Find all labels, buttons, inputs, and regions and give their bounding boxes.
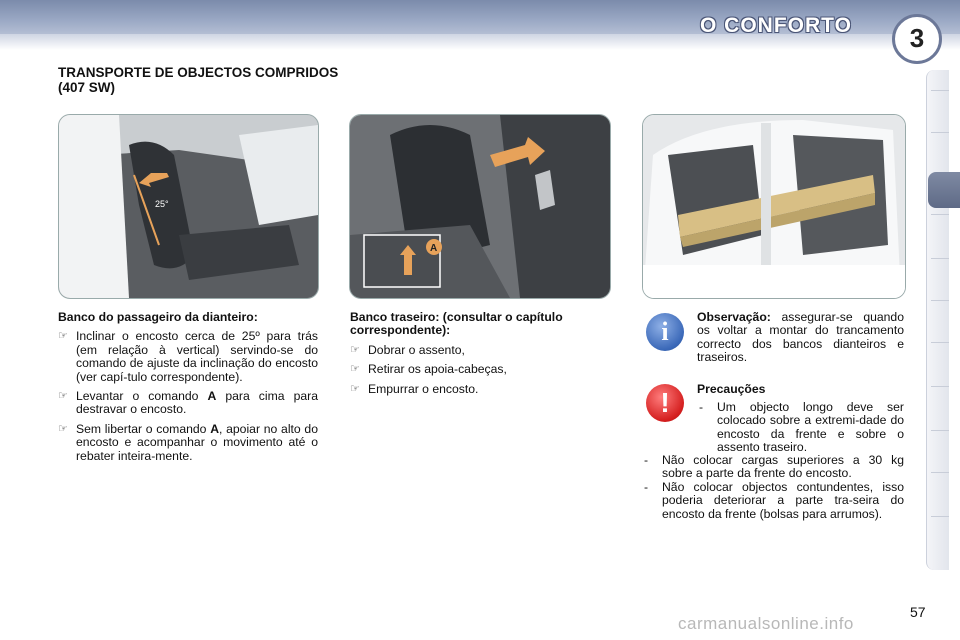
page-number: 57 bbox=[910, 604, 926, 620]
precautions-heading: Precauções bbox=[697, 382, 766, 396]
dash-marker: - bbox=[699, 400, 704, 414]
chapter-number-badge bbox=[892, 14, 942, 64]
rear-seat-step-text: Empurrar o encosto. bbox=[368, 381, 479, 396]
front-seat-step-text: , apoiar no alto do encosto e acompanhar o movimento até o rebater inteira-mente. bbox=[76, 421, 318, 463]
observation-note bbox=[697, 311, 904, 365]
precaution-item bbox=[697, 401, 904, 455]
pointing-hand-icon: ☞ bbox=[350, 363, 360, 376]
watermark: carmanualsonline.info bbox=[678, 614, 854, 633]
precaution-text: Um objecto longo deve ser colocado sobre a extremi-dade do encosto da frente e sobre o assento traseiro. bbox=[717, 400, 904, 455]
pointing-hand-icon: ☞ bbox=[350, 343, 360, 356]
rear-seat-photo bbox=[349, 114, 611, 299]
chapter-title: O CONFORTO bbox=[700, 14, 852, 37]
chapter-side-tabs bbox=[926, 70, 949, 570]
front-seat-step-text: para cima para destravar o encosto. bbox=[76, 389, 318, 417]
command-a-callout: A bbox=[430, 243, 438, 254]
front-seat-step bbox=[58, 330, 318, 384]
front-seat-step bbox=[58, 423, 318, 463]
pointing-hand-icon: ☞ bbox=[350, 382, 360, 395]
info-icon: i bbox=[646, 313, 684, 351]
command-label: A bbox=[207, 389, 217, 404]
command-label: A bbox=[210, 421, 219, 436]
front-seat-step bbox=[58, 390, 318, 417]
pointing-hand-icon: ☞ bbox=[58, 390, 68, 403]
rear-seat-step bbox=[350, 363, 580, 376]
precaution-text: Não colocar cargas superiores a 30 kg sobre a parte da frente do encosto. bbox=[662, 453, 904, 481]
precaution-text: Não colocar objectos contundentes, isso poderia deteriorar a parte tra-seira do encosto da frente (bolsas para arrumos). bbox=[662, 479, 904, 521]
front-seat-instructions bbox=[58, 311, 318, 469]
dash-marker: - bbox=[644, 479, 649, 494]
rear-seat-step bbox=[350, 344, 580, 357]
rear-seat-heading: Banco traseiro: (consultar o capítulo correspondente): bbox=[350, 310, 563, 338]
active-chapter-tab bbox=[928, 172, 960, 208]
precaution-item bbox=[642, 454, 904, 481]
rear-seat-step bbox=[350, 383, 580, 396]
pointing-hand-icon: ☞ bbox=[58, 330, 68, 343]
observation-text: assegurar-se quando os voltar a montar do trancamento correcto dos bancos dianteiros e traseiros. bbox=[697, 310, 904, 365]
observation-label: Observação: bbox=[697, 310, 771, 324]
precaution-list-bottom bbox=[642, 454, 904, 521]
front-seat-heading: Banco do passageiro da dianteiro: bbox=[58, 310, 258, 324]
front-seat-step-text: Sem libertar o comando bbox=[76, 421, 211, 436]
rear-seat-step-text: Dobrar o assento, bbox=[368, 342, 465, 357]
rear-seat-step-text: Retirar os apoia-cabeças, bbox=[368, 362, 507, 377]
rear-seat-instructions bbox=[350, 311, 580, 402]
front-seat-step-text: Inclinar o encosto cerca de 25º para trás (em relação à vertical) servindo-se do comando de ajuste da inclinação do encosto (ver capí-tulo correspondente). bbox=[76, 329, 318, 384]
warning-icon: ! bbox=[646, 384, 684, 422]
front-seat-photo bbox=[58, 114, 319, 299]
chapter-number: 3 bbox=[909, 23, 925, 53]
section-title: TRANSPORTE DE OBJECTOS COMPRIDOS (407 SW) bbox=[58, 65, 339, 95]
pointing-hand-icon: ☞ bbox=[58, 422, 68, 435]
angle-callout: 25° bbox=[155, 199, 169, 209]
long-objects-photo bbox=[642, 114, 906, 299]
precaution-list-top bbox=[697, 401, 904, 455]
precaution-item bbox=[642, 481, 904, 521]
front-seat-step-text: Levantar o comando bbox=[76, 389, 208, 404]
dash-marker: - bbox=[644, 453, 649, 467]
